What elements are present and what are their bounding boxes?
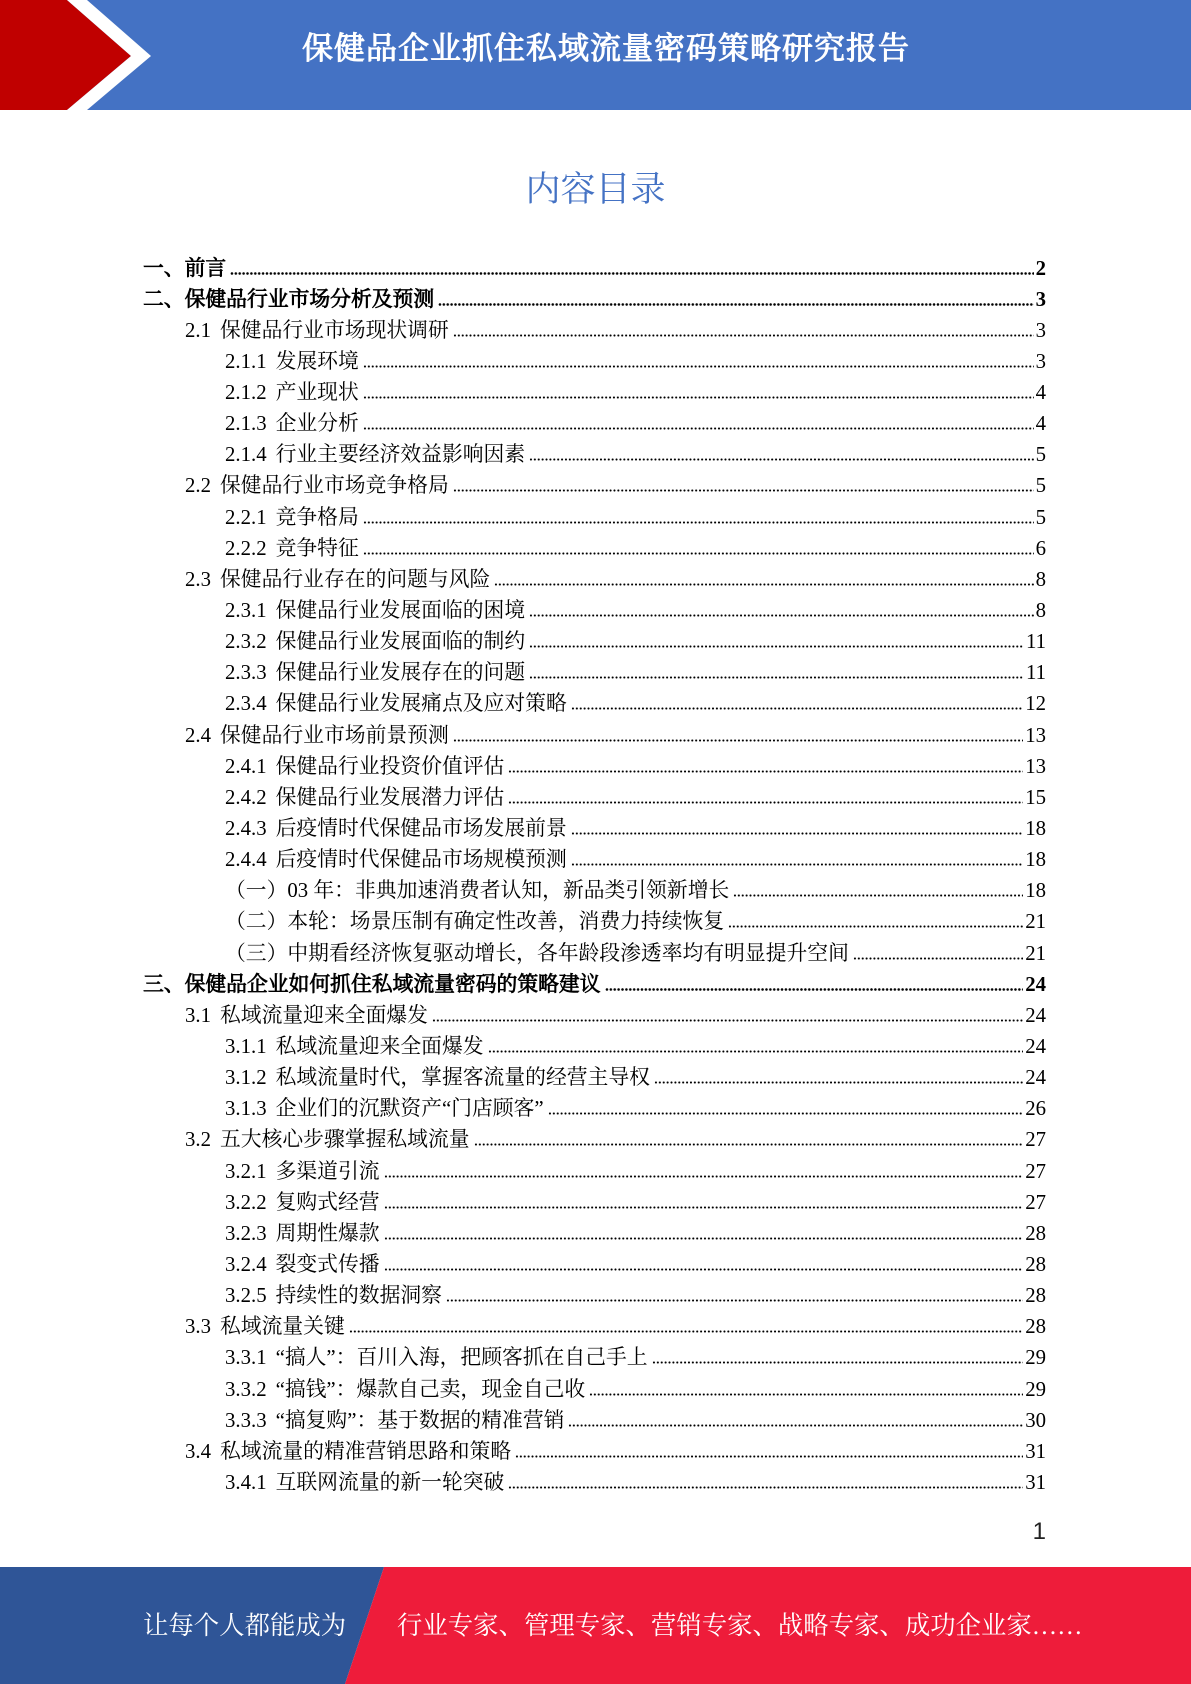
- toc-entry-page-number: 3: [1035, 349, 1046, 373]
- toc-leader-dots: [363, 521, 1034, 524]
- toc-leader-dots: [446, 1299, 1023, 1302]
- toc-entry-number: 3.4.1: [225, 1470, 267, 1494]
- toc-entry-title: 保健品企业如何抓住私域流量密码的策略建议: [184, 972, 601, 996]
- toc-entry-page-number: 11: [1025, 630, 1046, 654]
- toc-entry-title: “搞复购”：基于数据的精准营销: [275, 1408, 565, 1432]
- toc-leader-dots: [349, 1330, 1023, 1333]
- toc-entry-page-number: 24: [1025, 1066, 1046, 1090]
- toc-entry[interactable]: [143, 533, 1046, 564]
- toc-entry-title: 保健品行业市场分析及预测: [184, 287, 435, 311]
- toc-entry-page-number: 31: [1025, 1439, 1046, 1463]
- toc-entry-title: 发展环境: [275, 349, 359, 373]
- toc-entry-title: 后疫情时代保健品市场规模预测: [275, 848, 567, 872]
- toc-entry-title: 03 年：非典加速消费者认知，新品类引领新增长: [287, 879, 730, 903]
- toc-entry-page-number: 28: [1025, 1284, 1046, 1308]
- page-number: 1: [1032, 1518, 1046, 1545]
- toc-entry-title: 周期性爆款: [275, 1221, 380, 1245]
- toc-entry-page-number: 24: [1025, 1003, 1046, 1027]
- toc-entry[interactable]: [143, 470, 1046, 501]
- toc-entry[interactable]: [143, 502, 1046, 533]
- toc-entry[interactable]: [143, 284, 1046, 315]
- toc-leader-dots: [363, 365, 1034, 368]
- toc-entry-page-number: 24: [1025, 1035, 1046, 1059]
- toc-entry[interactable]: [143, 751, 1046, 782]
- toc-leader-dots: [508, 1486, 1023, 1489]
- toc-leader-dots: [515, 1455, 1023, 1458]
- toc-leader-dots: [363, 552, 1034, 555]
- toc-entry-title: 后疫情时代保健品市场发展前景: [275, 817, 567, 841]
- toc-leader-dots: [453, 334, 1034, 337]
- toc-entry-number: 3.2.4: [225, 1253, 267, 1276]
- toc-leader-dots: [508, 801, 1023, 804]
- toc-entry-page-number: 28: [1025, 1315, 1046, 1339]
- toc-heading: 内容目录: [525, 170, 666, 209]
- toc-entry-number: 3.2.2: [225, 1190, 267, 1214]
- toc-entry-page-number: 4: [1035, 412, 1046, 436]
- toc-entry[interactable]: [143, 875, 1046, 906]
- toc-entry[interactable]: [143, 346, 1046, 377]
- toc-entry-title: 行业主要经济效益影响因素: [275, 443, 526, 467]
- toc-leader-dots: [654, 1081, 1023, 1084]
- toc-entry-page-number: 27: [1025, 1128, 1046, 1152]
- toc-entry-number: 3.1.1: [225, 1035, 267, 1059]
- toc-entry[interactable]: [143, 938, 1046, 969]
- toc-list: [143, 253, 1046, 1499]
- toc-entry-number: 2.4.4: [225, 848, 267, 872]
- toc-entry-title: 私域流量的精准营销思路和策略: [220, 1439, 512, 1463]
- toc-entry-page-number: 11: [1025, 661, 1046, 685]
- toc-entry[interactable]: [143, 1249, 1046, 1280]
- toc-entry[interactable]: [143, 657, 1046, 688]
- toc-entry-title: 私域流量时代，掌握客流量的经营主导权: [275, 1066, 650, 1090]
- toc-entry[interactable]: [143, 1280, 1046, 1311]
- toc-leader-dots: [363, 427, 1034, 430]
- toc-leader-dots: [384, 1268, 1024, 1271]
- toc-entry-number: 2.4.3: [225, 817, 267, 841]
- toc-entry-number: 2.1.4: [225, 443, 267, 467]
- toc-entry-title: 保健品行业市场现状调研: [220, 318, 449, 342]
- toc-entry-page-number: 18: [1025, 879, 1046, 903]
- toc-leader-dots: [529, 458, 1033, 461]
- toc-entry-number: 三、: [143, 972, 185, 996]
- toc-entry-number: 3.3.2: [225, 1377, 267, 1401]
- toc-entry[interactable]: [143, 1436, 1046, 1467]
- toc-entry[interactable]: [143, 1311, 1046, 1342]
- toc-entry[interactable]: [143, 969, 1046, 1000]
- toc-entry-title: 企业们的沉默资产“门店顾客”: [275, 1097, 544, 1121]
- toc-entry-number: 2.3: [185, 567, 211, 591]
- toc-entry[interactable]: [143, 1405, 1046, 1436]
- report-title: 保健品企业抓住私域流量密码策略研究报告: [302, 31, 910, 66]
- toc-entry-number: 2.1.1: [225, 349, 267, 373]
- toc-leader-dots: [529, 645, 1024, 648]
- toc-entry-page-number: 13: [1025, 754, 1046, 778]
- toc-entry-title: 五大核心步骤掌握私域流量: [220, 1128, 470, 1152]
- toc-entry-number: 3.2.5: [225, 1284, 267, 1308]
- toc-entry-number: 3.3: [185, 1315, 211, 1339]
- toc-entry-page-number: 18: [1025, 817, 1046, 841]
- toc-entry-number: 3.1.2: [225, 1066, 267, 1090]
- toc-entry-page-number: 3: [1035, 318, 1046, 342]
- toc-entry-title: 多渠道引流: [275, 1159, 380, 1183]
- toc-entry[interactable]: [143, 1156, 1046, 1187]
- toc-entry-page-number: 30: [1025, 1408, 1046, 1432]
- toc-leader-dots: [384, 1175, 1024, 1178]
- toc-entry-title: “搞人”：百川入海，把顾客抓在自己手上: [275, 1346, 648, 1370]
- toc-entry-number: 2.2: [185, 474, 211, 498]
- toc-entry-page-number: 27: [1025, 1159, 1046, 1183]
- footer-banner: [0, 1567, 1191, 1684]
- toc-leader-dots: [488, 1050, 1024, 1053]
- toc-entry-page-number: 4: [1035, 381, 1046, 405]
- toc-entry[interactable]: [143, 906, 1046, 937]
- toc-entry[interactable]: [143, 720, 1046, 751]
- toc-entry[interactable]: [143, 1218, 1046, 1249]
- toc-entry[interactable]: [143, 1031, 1046, 1062]
- toc-entry-number: 2.2.1: [225, 505, 267, 529]
- toc-entry[interactable]: [143, 1467, 1046, 1498]
- toc-entry-page-number: 29: [1025, 1377, 1046, 1401]
- toc-entry-title: 本轮：场景压制有确定性改善，消费力持续恢复: [287, 910, 725, 934]
- toc-entry-page-number: 2: [1035, 256, 1046, 280]
- toc-leader-dots: [453, 739, 1023, 742]
- toc-leader-dots: [384, 1237, 1024, 1240]
- toc-entry[interactable]: [143, 1093, 1046, 1124]
- toc-entry-number: （一）: [225, 879, 288, 903]
- toc-entry-title: 保健品行业发展面临的制约: [275, 630, 526, 654]
- toc-entry-page-number: 31: [1025, 1470, 1046, 1494]
- toc-entry-title: “搞钱”：爆款自己卖，现金自己收: [275, 1377, 586, 1401]
- toc-leader-dots: [432, 1019, 1023, 1022]
- toc-entry-number: （二）: [225, 910, 288, 934]
- toc-entry-page-number: 27: [1025, 1190, 1046, 1214]
- toc-entry-title: 竞争特征: [275, 536, 359, 560]
- toc-entry-number: 一、: [143, 256, 185, 280]
- toc-leader-dots: [605, 988, 1024, 991]
- toc-entry[interactable]: [143, 377, 1046, 408]
- toc-leader-dots: [652, 1361, 1024, 1364]
- toc-leader-dots: [571, 863, 1023, 866]
- toc-entry-title: 裂变式传播: [275, 1253, 380, 1276]
- toc-entry-title: 保健品行业发展面临的困境: [275, 599, 526, 623]
- toc-entry-page-number: 8: [1035, 567, 1046, 591]
- toc-leader-dots: [474, 1143, 1024, 1146]
- toc-entry[interactable]: [143, 782, 1046, 813]
- toc-leader-dots: [363, 396, 1034, 399]
- toc-entry-number: 2.4.1: [225, 754, 267, 778]
- toc-entry-page-number: 18: [1025, 848, 1046, 872]
- toc-entry-number: 2.3.4: [225, 692, 267, 716]
- toc-entry-page-number: 24: [1025, 972, 1046, 996]
- toc-entry[interactable]: [143, 1187, 1046, 1218]
- toc-entry[interactable]: [143, 1342, 1046, 1373]
- toc-entry[interactable]: [143, 564, 1046, 595]
- toc-entry-number: 2.1.3: [225, 412, 267, 436]
- toc-entry-page-number: 3: [1035, 287, 1046, 311]
- toc-entry[interactable]: [143, 439, 1046, 470]
- toc-entry[interactable]: [143, 408, 1046, 439]
- toc-leader-dots: [230, 272, 1033, 275]
- toc-entry-title: 保健品行业市场竞争格局: [220, 474, 449, 498]
- toc-entry[interactable]: [143, 626, 1046, 657]
- toc-entry-page-number: 21: [1025, 941, 1046, 965]
- toc-entry-page-number: 13: [1025, 723, 1046, 747]
- toc-entry-page-number: 15: [1025, 785, 1046, 809]
- toc-entry-page-number: 6: [1035, 536, 1046, 560]
- toc-entry-title: 私域流量迎来全面爆发: [275, 1035, 484, 1059]
- toc-entry-title: 保健品行业市场前景预测: [220, 723, 449, 747]
- toc-entry-number: 3.4: [185, 1439, 211, 1463]
- toc-entry-page-number: 28: [1025, 1221, 1046, 1245]
- toc-entry[interactable]: [143, 253, 1046, 284]
- toc-entry-title: 私域流量关键: [220, 1315, 345, 1339]
- toc-leader-dots: [568, 1424, 1023, 1427]
- toc-entry-page-number: 26: [1025, 1097, 1046, 1121]
- toc-entry-number: 3.2.1: [225, 1159, 267, 1183]
- footer-slogan-left: 让每个人都能成为: [143, 1612, 347, 1640]
- toc-entry-page-number: 21: [1025, 910, 1046, 934]
- toc-entry-page-number: 5: [1035, 443, 1046, 467]
- toc-leader-dots: [733, 894, 1023, 897]
- toc-entry-number: 2.4: [185, 723, 211, 747]
- toc-entry-title: 复购式经营: [275, 1190, 380, 1214]
- toc-entry-page-number: 12: [1025, 692, 1046, 716]
- toc-entry-page-number: 5: [1035, 505, 1046, 529]
- toc-leader-dots: [453, 489, 1034, 492]
- toc-entry-number: 3.1.3: [225, 1097, 267, 1121]
- toc-leader-dots: [571, 832, 1023, 835]
- toc-entry[interactable]: [143, 1062, 1046, 1093]
- toc-entry-page-number: 28: [1025, 1253, 1046, 1276]
- toc-entry-title: 持续性的数据洞察: [275, 1284, 442, 1308]
- toc-entry[interactable]: [143, 315, 1046, 346]
- toc-entry-title: 保健品行业存在的问题与风险: [220, 567, 491, 591]
- toc-leader-dots: [571, 707, 1023, 710]
- toc-entry-title: 保健品行业投资价值评估: [275, 754, 505, 778]
- toc-entry-title: 保健品行业发展潜力评估: [275, 785, 505, 809]
- toc-entry-title: 保健品行业发展痛点及应对策略: [275, 692, 567, 716]
- footer-slogan-right: 行业专家、管理专家、营销专家、战略专家、成功企业家……: [397, 1612, 1083, 1640]
- toc-entry-number: 2.1.2: [225, 381, 267, 405]
- toc-entry[interactable]: [143, 595, 1046, 626]
- toc-entry-title: 竞争格局: [275, 505, 359, 529]
- toc-entry-number: 3.3.1: [225, 1346, 267, 1370]
- toc-leader-dots: [529, 614, 1033, 617]
- toc-entry-title: 企业分析: [275, 412, 359, 436]
- toc-entry-title: 产业现状: [275, 381, 359, 405]
- toc-entry-page-number: 8: [1035, 599, 1046, 623]
- toc-entry-number: （三）: [225, 941, 288, 965]
- toc-entry-number: 3.2.3: [225, 1221, 267, 1245]
- toc-entry-title: 私域流量迎来全面爆发: [220, 1003, 428, 1027]
- toc-entry-number: 2.4.2: [225, 785, 267, 809]
- toc-leader-dots: [438, 303, 1033, 306]
- toc-entry[interactable]: [143, 1124, 1046, 1155]
- toc-entry-number: 3.2: [185, 1128, 211, 1152]
- toc-entry-number: 2.3.3: [225, 661, 267, 685]
- toc-entry-page-number: 29: [1025, 1346, 1046, 1370]
- toc-leader-dots: [548, 1112, 1024, 1115]
- toc-leader-dots: [728, 925, 1023, 928]
- toc-leader-dots: [494, 583, 1033, 586]
- toc-entry-number: 二、: [143, 287, 185, 311]
- toc-entry-number: 3.1: [185, 1003, 211, 1027]
- toc-leader-dots: [853, 957, 1023, 960]
- toc-entry[interactable]: [143, 1374, 1046, 1405]
- toc-entry-number: 2.2.2: [225, 536, 267, 560]
- toc-entry-number: 3.3.3: [225, 1408, 267, 1432]
- toc-entry-title: 互联网流量的新一轮突破: [275, 1470, 505, 1494]
- toc-entry-title: 中期看经济恢复驱动增长，各年龄段渗透率均有明显提升空间: [287, 941, 849, 965]
- toc-entry-title: 前言: [184, 256, 227, 280]
- toc-entry[interactable]: [143, 1000, 1046, 1031]
- toc-entry-number: 2.1: [185, 318, 211, 342]
- toc-entry[interactable]: [143, 844, 1046, 875]
- toc-entry-number: 2.3.1: [225, 599, 267, 623]
- toc-entry-title: 保健品行业发展存在的问题: [275, 661, 526, 685]
- toc-entry-number: 2.3.2: [225, 630, 267, 654]
- toc-leader-dots: [384, 1206, 1024, 1209]
- toc-leader-dots: [589, 1393, 1023, 1396]
- toc-leader-dots: [529, 676, 1024, 679]
- toc-entry-page-number: 5: [1035, 474, 1046, 498]
- toc-leader-dots: [508, 770, 1023, 773]
- toc-entry[interactable]: [143, 688, 1046, 719]
- toc-entry[interactable]: [143, 813, 1046, 844]
- header-banner: [0, 0, 1191, 110]
